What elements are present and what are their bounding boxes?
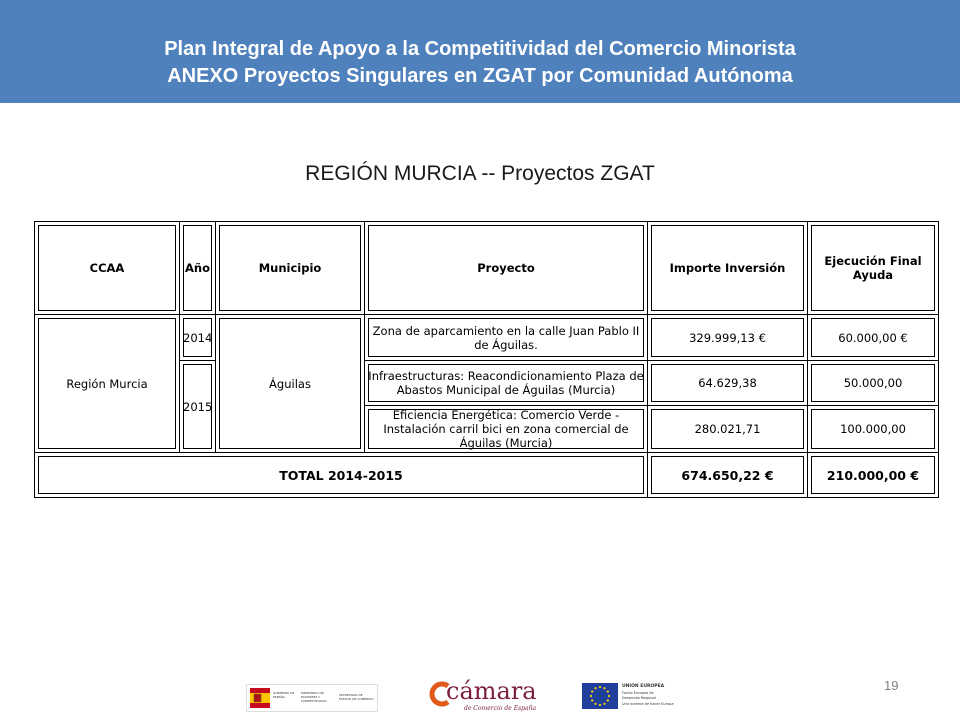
header-title-line2: ANEXO Proyectos Singulares en ZGAT por Comunidad Autónoma bbox=[167, 65, 793, 87]
header-title-line1: Plan Integral de Apoyo a la Competitividad del Comercio Minorista bbox=[164, 38, 796, 60]
header-ccaa: CCAA bbox=[35, 222, 180, 315]
projects-table bbox=[34, 221, 939, 498]
ue-logo bbox=[582, 682, 692, 712]
header-ejecucion: Ejecución Final Ayuda bbox=[808, 222, 939, 315]
cell-proyecto: Infraestructuras: Reacondicionamiento Plaza de Abastos Municipal de Águilas (Murcia) bbox=[365, 361, 648, 406]
gobierno-logo bbox=[246, 684, 378, 712]
section-title: REGIÓN MURCIA -- Proyectos ZGAT bbox=[305, 162, 655, 185]
secretaria-text: SECRETARÍA DE ESTADO DE COMERCIO bbox=[339, 693, 374, 701]
cell-municipio: Águilas bbox=[216, 315, 365, 453]
cell-importe: 280.021,71 bbox=[648, 406, 808, 453]
cell-ccaa: Región Murcia bbox=[35, 315, 180, 453]
cell-importe: 329.999,13 € bbox=[648, 315, 808, 361]
camara-tagline: de Comercio de España bbox=[464, 705, 537, 712]
total-importe: 674.650,22 € bbox=[648, 453, 808, 498]
cell-year-2014: 2014 bbox=[180, 315, 216, 361]
cell-proyecto: Eficiencia Energética: Comercio Verde - Instalación carril bici en zona comercial de Águilas (Murcia) bbox=[365, 406, 648, 453]
header-municipio: Municipio bbox=[216, 222, 365, 315]
cell-ejecucion: 100.000,00 bbox=[808, 406, 939, 453]
gobierno-text: GOBIERNO DE ESPAÑA bbox=[273, 691, 295, 699]
table-header-row bbox=[35, 222, 939, 315]
cell-ejecucion: 50.000,00 bbox=[808, 361, 939, 406]
table-total-row bbox=[35, 453, 939, 498]
header-proyecto: Proyecto bbox=[365, 222, 648, 315]
ministerio-text: MINISTERIO DE ECONOMÍA Y COMPETITIVIDAD bbox=[301, 691, 327, 703]
cell-importe: 64.629,38 bbox=[648, 361, 808, 406]
eu-flag-icon bbox=[582, 683, 618, 709]
header-importe: Importe Inversión bbox=[648, 222, 808, 315]
cell-ejecucion: 60.000,00 € bbox=[808, 315, 939, 361]
camara-name: cámara bbox=[446, 677, 537, 705]
ue-fondo-text: Fondo Europeo de Desarrollo Regional bbox=[622, 691, 656, 700]
ue-union-text: UNIÓN EUROPEA bbox=[622, 684, 665, 689]
header-anio: Año bbox=[180, 222, 216, 315]
camara-logo bbox=[428, 678, 536, 714]
total-label: TOTAL 2014-2015 bbox=[35, 453, 648, 498]
page-number: 19 bbox=[884, 678, 899, 693]
total-ejecucion: 210.000,00 € bbox=[808, 453, 939, 498]
cell-proyecto: Zona de aparcamiento en la calle Juan Pablo II de Águilas. bbox=[365, 315, 648, 361]
cell-year-2015: 2015 bbox=[180, 361, 216, 453]
spain-coat-of-arms-icon bbox=[250, 686, 270, 710]
ue-lema-text: Una manera de hacer Europa bbox=[622, 702, 674, 706]
slide-header bbox=[0, 0, 960, 103]
table-row bbox=[35, 315, 939, 361]
